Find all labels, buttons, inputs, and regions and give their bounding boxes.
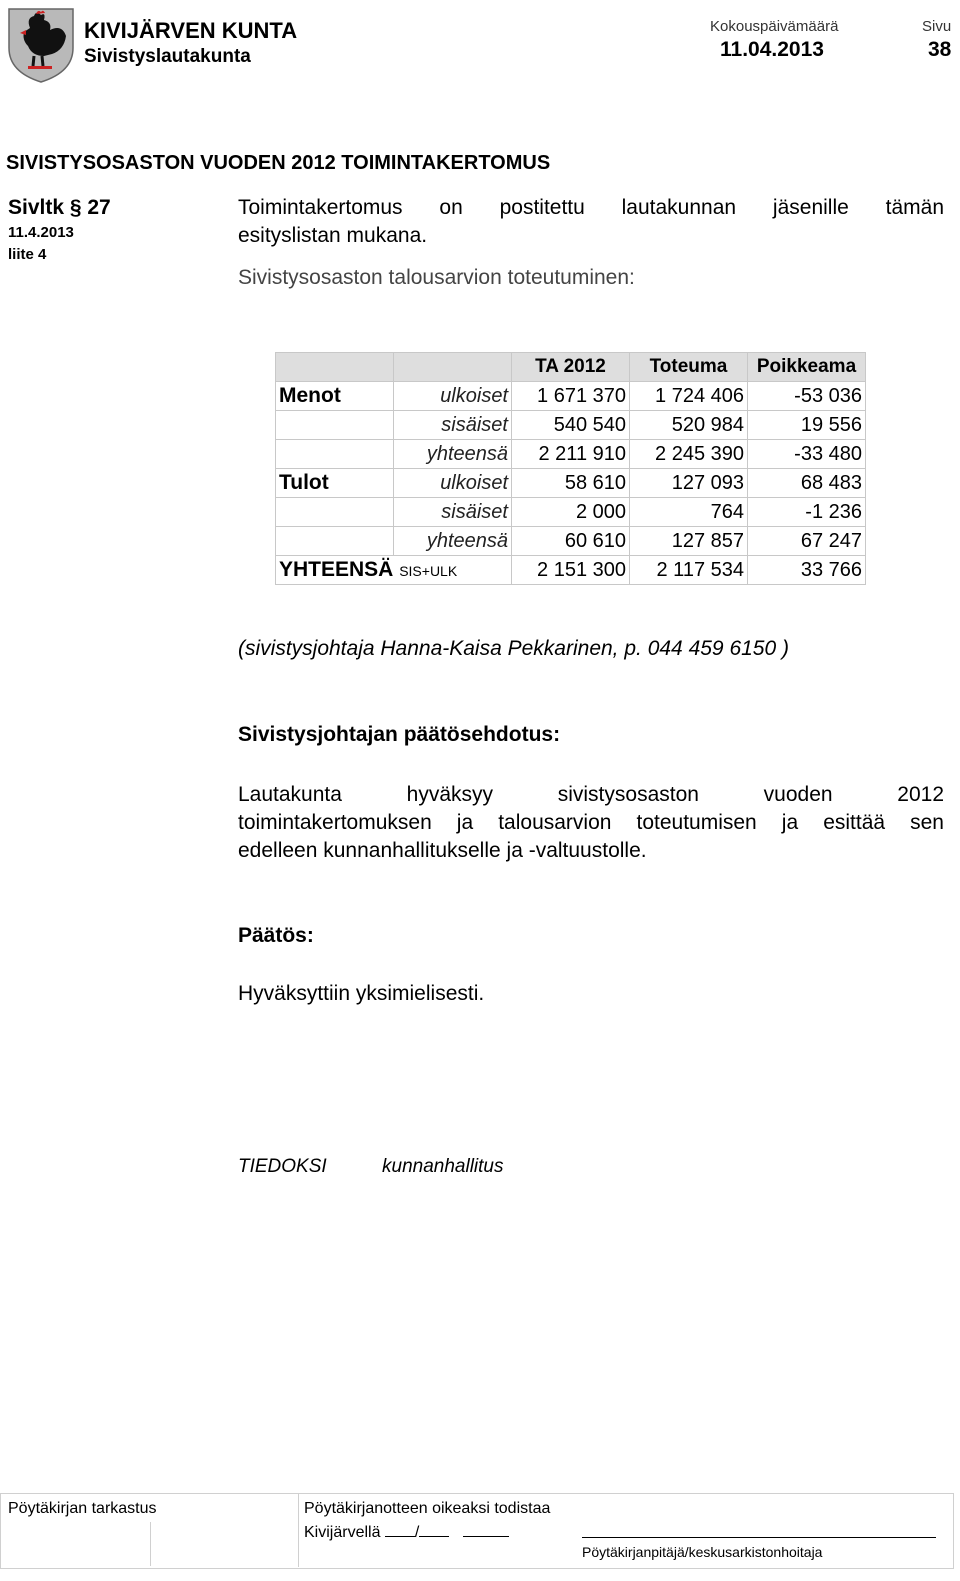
contact-info: (sivistysjohtaja Hanna-Kaisa Pekkarinen, p. 044 459 6150 ): [238, 637, 789, 660]
ta-cell: 60 610: [512, 527, 630, 556]
total-note: SIS+ULK: [399, 563, 458, 579]
group-cell: [276, 527, 394, 556]
inform-label: TIEDOKSI: [238, 1156, 327, 1177]
signature-line: [582, 1537, 936, 1538]
meeting-date: 11.04.2013: [720, 38, 824, 61]
table-row: [276, 498, 866, 527]
sub-cell: sisäiset: [394, 498, 512, 527]
header-cell-toteuma: Toteuma: [630, 353, 748, 382]
group-cell: [276, 440, 394, 469]
table-row: [276, 440, 866, 469]
toteuma-cell: 520 984: [630, 411, 748, 440]
date-separator: /: [414, 1524, 420, 1541]
header-cell-empty: [394, 353, 512, 382]
attachment-ref: liite 4: [8, 246, 47, 263]
section-date: 11.4.2013: [8, 224, 74, 241]
table-row: [276, 527, 866, 556]
proposal-line: Lautakunta hyväksyy sivistysosaston vuoden 2012: [238, 783, 944, 806]
footer-keeper-label: Pöytäkirjanpitäjä/keskusarkistonhoitaja: [582, 1544, 823, 1560]
decision-title: Päätös:: [238, 924, 314, 947]
ta-cell: 58 610: [512, 469, 630, 498]
ta-cell: 540 540: [512, 411, 630, 440]
table-header-row: [276, 353, 866, 382]
ta-cell: 2 211 910: [512, 440, 630, 469]
table-row: [276, 382, 866, 411]
budget-table: [275, 352, 866, 585]
date-blank-year: [463, 1522, 509, 1537]
intro-line: Toimintakertomus on postitettu lautakunnan jäsenille tämän: [238, 196, 944, 219]
header-cell-ta: TA 2012: [512, 353, 630, 382]
budget-heading: Sivistysosaston talousarvion toteutuminen:: [238, 266, 635, 289]
poikkeama-cell: -33 480: [748, 440, 866, 469]
poikkeama-cell: 19 556: [748, 411, 866, 440]
organization-unit: Sivistyslautakunta: [84, 46, 251, 67]
document-title: SIVISTYSOSASTON VUODEN 2012 TOIMINTAKERTOMUS: [6, 152, 551, 174]
poikkeama-cell: 67 247: [748, 527, 866, 556]
footer-place: Kivijärvellä: [304, 1524, 381, 1541]
table-row: [276, 469, 866, 498]
footer-review-label: Pöytäkirjan tarkastus: [8, 1500, 157, 1517]
header-cell-empty: [276, 353, 394, 382]
poikkeama-cell: -53 036: [748, 382, 866, 411]
intro-line: esityslistan mukana.: [238, 224, 428, 247]
proposal-paragraph: [238, 781, 944, 865]
poikkeama-cell: -1 236: [748, 498, 866, 527]
toteuma-cell: 127 857: [630, 527, 748, 556]
sub-cell: ulkoiset: [394, 382, 512, 411]
ta-cell: 2 000: [512, 498, 630, 527]
toteuma-cell: 2 245 390: [630, 440, 748, 469]
total-label: YHTEENSÄ: [279, 558, 394, 581]
sub-cell: yhteensä: [394, 527, 512, 556]
municipal-crest-icon: [6, 6, 76, 84]
proposal-title: Sivistysjohtajan päätösehdotus:: [238, 723, 561, 746]
footer-certify-label: Pöytäkirjanotteen oikeaksi todistaa: [304, 1500, 551, 1517]
date-blank-month: [419, 1522, 449, 1537]
section-id: Sivltk § 27: [8, 196, 111, 219]
group-cell: [276, 498, 394, 527]
sub-cell: yhteensä: [394, 440, 512, 469]
poikkeama-cell: 68 483: [748, 469, 866, 498]
proposal-line: toimintakertomuksen ja talousarvion toteutumisen ja esittää sen: [238, 811, 944, 834]
table-total-row: [276, 556, 866, 585]
inform-target: kunnanhallitus: [382, 1156, 504, 1177]
date-blank-day: [385, 1522, 415, 1537]
group-cell: [276, 411, 394, 440]
meeting-date-label: Kokouspäivämäärä: [710, 18, 839, 35]
ta-cell: 1 671 370: [512, 382, 630, 411]
toteuma-cell: 2 117 534: [630, 556, 748, 585]
sub-cell: sisäiset: [394, 411, 512, 440]
toteuma-cell: 1 724 406: [630, 382, 748, 411]
poikkeama-cell: 33 766: [748, 556, 866, 585]
decision-text: Hyväksyttiin yksimielisesti.: [238, 982, 485, 1005]
organization-name: KIVIJÄRVEN KUNTA: [84, 18, 298, 43]
total-label-cell: [276, 556, 512, 585]
proposal-line: edelleen kunnanhallitukselle ja -valtuustolle.: [238, 839, 647, 862]
footer-place-line: [304, 1522, 509, 1542]
group-cell: Menot: [276, 382, 394, 411]
footer-divider: [298, 1493, 299, 1567]
group-cell: Tulot: [276, 469, 394, 498]
toteuma-cell: 764: [630, 498, 748, 527]
page-number: 38: [928, 38, 952, 61]
footer-divider: [150, 1522, 151, 1566]
toteuma-cell: 127 093: [630, 469, 748, 498]
table-row: [276, 411, 866, 440]
intro-paragraph: [238, 194, 944, 250]
header-cell-poikkeama: Poikkeama: [748, 353, 866, 382]
ta-cell: 2 151 300: [512, 556, 630, 585]
sub-cell: ulkoiset: [394, 469, 512, 498]
page-label: Sivu: [922, 18, 952, 35]
